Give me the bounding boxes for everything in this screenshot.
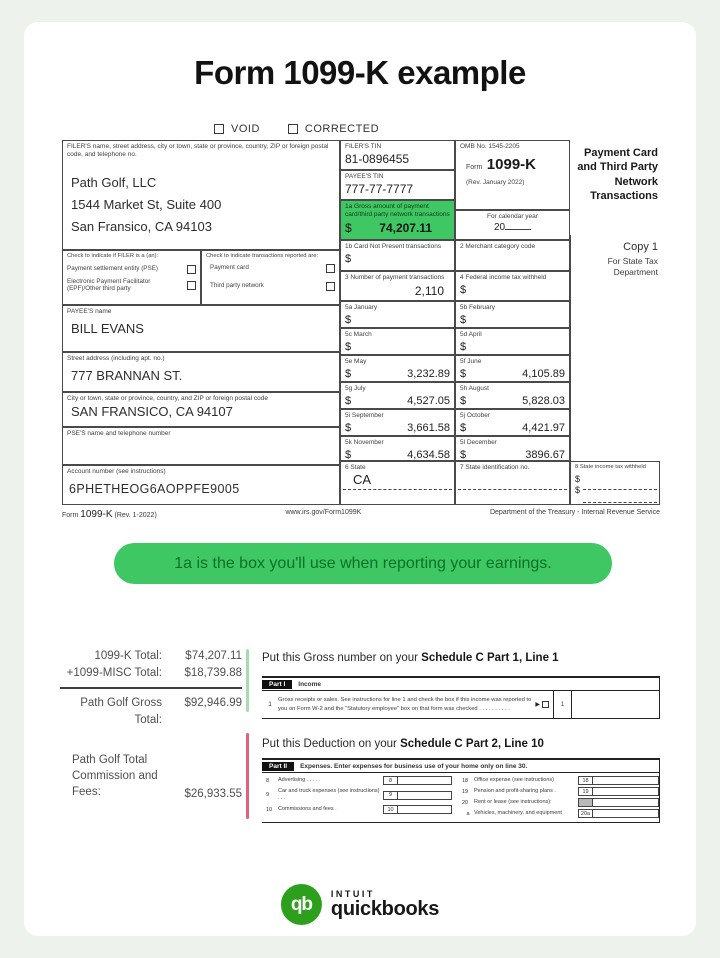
box-5g — [340, 382, 455, 409]
account-label: Account number (see instructions) — [67, 468, 166, 475]
box-5d — [455, 328, 570, 355]
box-5g-dollar: $ — [345, 395, 352, 408]
box-5d-dollar: $ — [460, 341, 467, 354]
box-1b-label: 1b Card Not Present transactions — [345, 243, 442, 250]
filer-type-checks-box — [62, 250, 201, 305]
row9-cell: 9 — [383, 791, 398, 800]
schedule1-header — [262, 678, 659, 691]
schedule2-right-column — [460, 775, 659, 819]
box-6-state — [340, 461, 455, 505]
box-5b — [455, 301, 570, 328]
filer-type-label: Check to indicate if FILER is a (an): — [67, 253, 159, 259]
payee-name-box — [62, 305, 340, 352]
form-1099k — [62, 140, 660, 505]
row20a-input — [593, 809, 659, 818]
summary-row-1099misc — [60, 665, 242, 682]
row10-input — [398, 805, 452, 814]
box-8-state-tax — [570, 461, 660, 505]
page-title: Form 1099-K example — [194, 54, 526, 91]
payee-tin-box — [340, 170, 455, 200]
intuit-quickbooks-logo — [281, 884, 439, 925]
box-5l — [455, 436, 570, 461]
expense-row-20a — [460, 808, 659, 819]
box-5e-label: 5e May — [345, 358, 367, 365]
schedule2-heading-prefix: Put this Deduction on your — [262, 738, 401, 750]
form-footer-left — [62, 509, 157, 520]
transaction-checks-label: Check to indicate transactions reported are: — [206, 253, 319, 259]
row8-number: 8 — [266, 777, 270, 784]
filer-address1: 1544 Market St, Suite 400 — [71, 196, 222, 212]
corrected-label: CORRECTED — [304, 123, 380, 135]
box-5h-label: 5h August — [460, 385, 489, 392]
form-footer-url: www.irs.gov/Form1099K — [285, 509, 362, 516]
box-5j — [455, 409, 570, 436]
box-5l-value: 3896.67 — [525, 449, 565, 461]
box-1b — [340, 240, 455, 271]
box-5l-label: 5l December — [460, 439, 497, 446]
box-5i — [340, 409, 455, 436]
box-5a — [340, 301, 455, 328]
expense-row-20 — [460, 797, 659, 808]
box-5k-value: 4,634.58 — [407, 449, 450, 461]
box-8-dashed-line-2 — [583, 502, 657, 503]
summary-rule — [60, 687, 242, 689]
transaction-checks-box — [201, 250, 340, 305]
box-5g-label: 5g July — [345, 385, 366, 392]
schedule2-left-column — [264, 775, 452, 819]
schedule1-snippet — [262, 676, 660, 719]
street-label: Street address (including apt. no.) — [67, 355, 165, 362]
form-footer-dept: Department of the Treasury - Internal Revenue Service — [489, 509, 660, 516]
box-1a-gross-amount — [340, 200, 455, 240]
expense-row-9 — [264, 786, 452, 804]
summary-1099misc-value: $18,739.88 — [184, 667, 242, 679]
filer-tin-box — [340, 140, 455, 170]
filer-tin-value: 81-0896455 — [345, 152, 410, 167]
schedule1-part-tab: Part I — [262, 680, 292, 689]
box-8-dollar-1: $ — [575, 473, 581, 484]
pink-accent-line — [246, 733, 249, 819]
omb-form-word: Form — [466, 164, 483, 172]
form-footer-form-number: 1099-K — [80, 509, 113, 520]
schedule1-input-cell — [571, 691, 659, 718]
box-5f-value: 4,105.89 — [522, 368, 565, 381]
callout-banner: 1a is the box you'll use when reporting your earnings. — [114, 543, 612, 584]
box-8-dollar-2: $ — [575, 484, 581, 495]
schedule1-cell-number: 1 — [553, 691, 571, 718]
intuit-wordmark: INTUIT — [330, 889, 375, 899]
filer-name: Path Golf, LLC — [71, 174, 157, 190]
omb-label: OMB No. 1545-2205 — [460, 143, 520, 150]
omb-revision: (Rev. January 2022) — [466, 179, 525, 187]
check-epf-label: Electronic Payment Facilitator (EPF)/Other third party — [67, 277, 151, 293]
row8-input — [398, 776, 452, 785]
box-2-label: 2 Merchant category code — [460, 243, 536, 250]
filer-box — [62, 140, 340, 250]
schedule1-heading — [262, 652, 559, 664]
payee-tin-value: 777-77-7777 — [345, 182, 414, 197]
schedule2-heading — [262, 738, 544, 750]
row10-cell: 10 — [383, 805, 398, 814]
quickbooks-qb-icon: qb — [281, 884, 322, 925]
corrected-checkbox[interactable] — [288, 124, 298, 134]
row9-input — [398, 791, 452, 800]
void-corrected-row — [214, 123, 379, 135]
commission-summary — [60, 752, 242, 800]
row20-number: 20 — [462, 799, 469, 806]
box-5c-label: 5c March — [345, 331, 372, 338]
box-6-dashed-line — [343, 489, 452, 490]
payee-name-label: PAYEE'S name — [67, 308, 112, 315]
schedule1-line1 — [262, 691, 659, 718]
quickbooks-wordmark: quickbooks — [330, 898, 440, 920]
box-8-label: 8 State income tax withheld — [575, 464, 646, 470]
box-5l-dollar: $ — [460, 449, 467, 461]
box-5j-dollar: $ — [460, 422, 467, 435]
calendar-year-prefix: 20 — [493, 222, 506, 234]
box-5g-value: 4,527.05 — [407, 395, 450, 408]
box-1a-label: 1a Gross amount of payment card/third party network transactions — [345, 203, 450, 219]
box-5i-dollar: $ — [345, 422, 352, 435]
omb-form-number: 1099-K — [486, 156, 536, 174]
summary-gross-value: $92,946.99 — [184, 697, 242, 709]
summary-gross-label: Path Golf Gross Total: — [80, 697, 162, 726]
box-5h-dollar: $ — [460, 395, 467, 408]
box-3 — [340, 271, 455, 301]
row19-label: Pension and profit-sharing plans . — [474, 787, 556, 794]
row10-number: 10 — [266, 806, 273, 813]
schedule2-snippet — [262, 758, 660, 823]
box-5h — [455, 382, 570, 409]
street-value: 777 BRANNAN ST. — [71, 368, 183, 384]
summary-1099misc-label: +1099-MISC Total: — [66, 667, 162, 679]
row19-number: 19 — [462, 788, 469, 795]
expense-row-10 — [264, 804, 452, 815]
schedule1-line-number: 1 — [268, 701, 272, 708]
calendar-year-label: For calendar year — [487, 213, 538, 220]
void-checkbox[interactable] — [214, 124, 224, 134]
check-epf-checkbox[interactable] — [187, 281, 196, 290]
box-5c-dollar: $ — [345, 341, 352, 354]
expense-row-18 — [460, 775, 659, 786]
payee-tin-label: PAYEE'S TIN — [345, 173, 384, 180]
box-5d-label: 5d April — [460, 331, 482, 338]
schedule1-checkbox — [542, 701, 549, 708]
expense-row-19 — [460, 786, 659, 797]
box-4 — [455, 271, 570, 301]
box-5e-value: 3,232.89 — [407, 368, 450, 381]
schedule2-body — [262, 773, 659, 822]
row18-number: 18 — [462, 777, 469, 784]
row10-label: Commissions and fees . — [278, 805, 337, 812]
schedule1-line-text: Gross receipts or sales. See instructions for line 1 and check the box if this income was reported to you on Form W-2 and the “Statutory employee” box on that form was checked . . . . . . . . . . — [278, 696, 532, 712]
box-5b-dollar: $ — [460, 314, 467, 327]
copy-area — [570, 235, 660, 461]
copy-number: Copy 1 — [623, 241, 658, 253]
row20-shaded-cell — [578, 798, 593, 807]
void-item — [214, 123, 260, 135]
box-7-state-id — [455, 461, 570, 505]
box-5f — [455, 355, 570, 382]
box-5e-dollar: $ — [345, 368, 352, 381]
totals-summary — [60, 648, 242, 729]
schedule2-header — [262, 760, 659, 773]
row18-label: Office expense (see instructions) — [474, 776, 554, 783]
city-box — [62, 392, 340, 427]
schedule1-heading-bold: Schedule C Part 1, Line 1 — [421, 652, 559, 664]
row20a-cell: 20a — [578, 809, 593, 818]
summary-1099k-label: 1099-K Total: — [94, 650, 162, 662]
account-value: 6PHETHEOG6AOPPFE9005 — [69, 482, 240, 497]
check-payment-card-label: Payment card — [210, 264, 249, 272]
box-5e — [340, 355, 455, 382]
box-5f-label: 5f June — [460, 358, 482, 365]
box-1b-dollar: $ — [345, 253, 352, 266]
form-footer — [62, 509, 660, 520]
box-6-value: CA — [353, 472, 372, 488]
commission-value: $26,933.55 — [184, 788, 242, 800]
pse-label: PSE'S name and telephone number — [67, 430, 171, 437]
street-box — [62, 352, 340, 392]
schedule1-arrow-check — [535, 701, 553, 708]
summary-row-gross — [60, 695, 242, 729]
row9-number: 9 — [266, 792, 270, 798]
row20-input — [593, 798, 659, 807]
box-5k-label: 5k November — [345, 439, 384, 446]
summary-row-1099k — [60, 648, 242, 665]
payee-name-value: BILL EVANS — [71, 321, 144, 337]
box-7-label: 7 State identification no. — [460, 464, 530, 471]
box-7-dashed-line — [458, 489, 567, 490]
form-footer-form-word: Form — [62, 512, 79, 519]
box-5b-label: 5b February — [460, 304, 496, 311]
summary-1099k-value: $74,207.11 — [185, 650, 242, 662]
commission-label: Path Golf Total Commission and Fees: — [72, 754, 158, 798]
box-2 — [455, 240, 570, 271]
row20-label: Rent or lease (see instructions): — [474, 798, 552, 805]
box-5k — [340, 436, 455, 461]
box-5j-value: 4,421.97 — [522, 422, 565, 435]
filer-label: FILER'S name, street address, city or town, state or province, country, ZIP or foreign postal code, and telephone no. — [67, 143, 329, 159]
row19-cell: 19 — [578, 787, 593, 796]
row20a-label: Vehicles, machinery, and equipment — [474, 809, 562, 816]
box-5c — [340, 328, 455, 355]
box-5i-label: 5i September — [345, 412, 384, 419]
void-label: VOID — [231, 123, 260, 135]
box-4-dollar: $ — [460, 284, 467, 297]
account-box — [62, 465, 340, 505]
check-third-party-label: Third party network — [210, 282, 264, 290]
box-6-label: 6 State — [345, 464, 366, 471]
box-1a-dollar: $ — [345, 220, 352, 235]
green-accent-line — [246, 649, 249, 712]
copy-department: Department — [613, 267, 658, 278]
check-pse-label: Payment settlement entity (PSE) — [67, 265, 158, 273]
copy-for-state: For State Tax — [607, 256, 658, 266]
form-header-title: Payment Card and Third Party Network Transactions — [577, 147, 658, 202]
schedule2-heading-bold: Schedule C Part 2, Line 10 — [400, 738, 544, 750]
row8-label: Advertising . . . . . — [278, 776, 321, 783]
box-5f-dollar: $ — [460, 368, 467, 381]
expense-row-8 — [264, 775, 452, 786]
schedule1-part-title: Income — [298, 680, 322, 688]
calendar-year-blank — [505, 229, 531, 230]
arrow-right-icon: ▶ — [535, 702, 540, 708]
pse-box — [62, 427, 340, 465]
filer-tin-label: FILER'S TIN — [345, 143, 382, 150]
row9-label: Car and truck expenses (see instructions) . . . — [278, 787, 380, 801]
row20a-number: a — [466, 810, 470, 817]
check-third-party-checkbox[interactable] — [326, 282, 335, 291]
row8-cell: 8 — [383, 776, 398, 785]
omb-box — [455, 140, 570, 210]
box-5k-dollar: $ — [345, 449, 352, 461]
corrected-item — [288, 123, 379, 135]
calendar-year-box — [455, 210, 570, 240]
box-5a-dollar: $ — [345, 314, 352, 327]
form-footer-revision: (Rev. 1-2022) — [114, 512, 157, 519]
box-5i-value: 3,661.58 — [407, 422, 450, 435]
box-3-value: 2,110 — [414, 284, 444, 299]
box-4-label: 4 Federal income tax withheld — [460, 274, 547, 281]
box-5j-label: 5j October — [460, 412, 490, 419]
box-8-dashed-line-1 — [583, 489, 657, 490]
row19-input — [593, 787, 659, 796]
box-5a-label: 5a January — [345, 304, 378, 311]
filer-address2: San Fransico, CA 94103 — [71, 219, 212, 235]
logo-text — [331, 889, 439, 920]
box-3-label: 3 Number of payment transactions — [345, 274, 445, 281]
city-label: City or town, state or province, country, and ZIP or foreign postal code — [67, 395, 268, 402]
schedule1-heading-prefix: Put this Gross number on your — [262, 652, 422, 664]
box-5h-value: 5,828.03 — [522, 395, 565, 408]
schedule2-part-title: Expenses. Enter expenses for business use of your home only on line 30. — [300, 762, 528, 770]
check-payment-card-checkbox[interactable] — [326, 264, 335, 273]
row18-cell: 18 — [578, 776, 593, 785]
box-1a-value: 74,207.11 — [379, 220, 432, 235]
schedule2-part-tab: Part II — [262, 762, 294, 771]
city-value: SAN FRANSICO, CA 94107 — [71, 404, 233, 420]
check-pse-checkbox[interactable] — [187, 265, 196, 274]
row18-input — [593, 776, 659, 785]
